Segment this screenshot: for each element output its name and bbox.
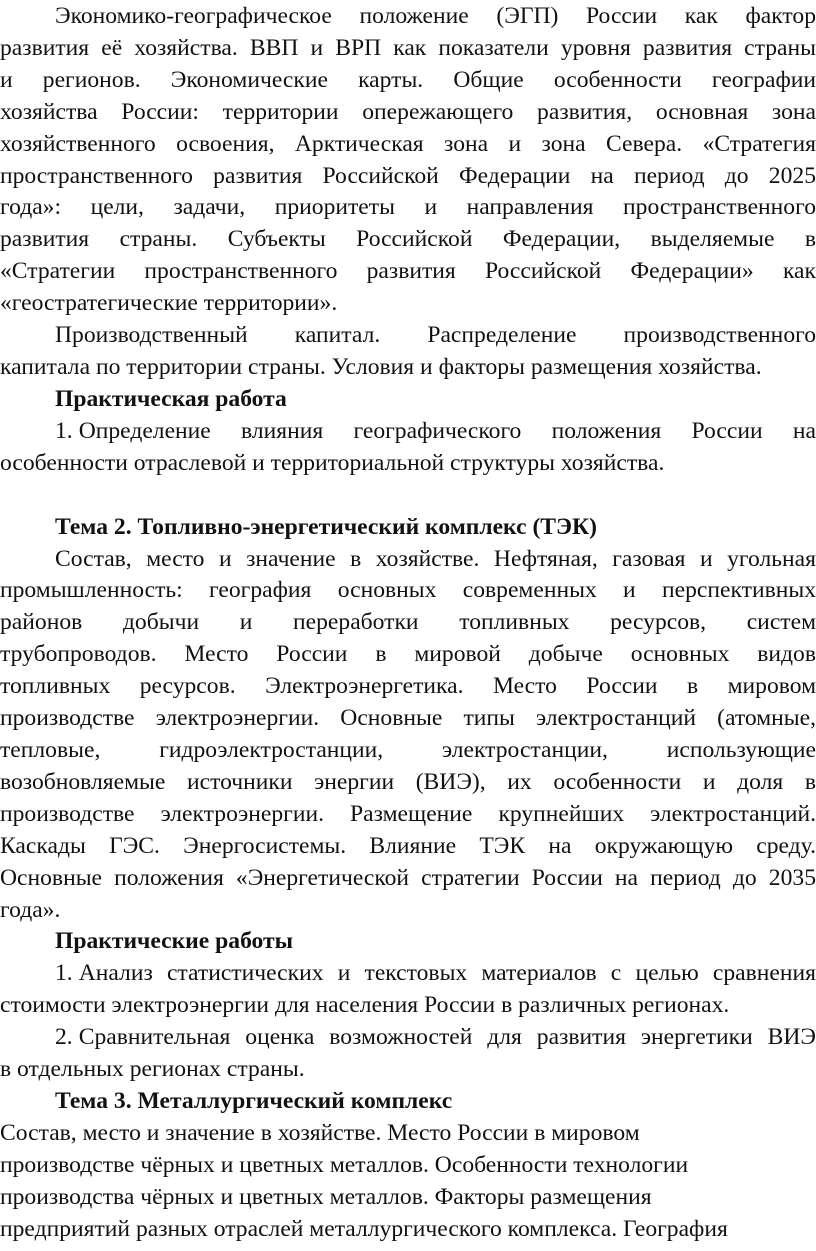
text-line: Состав, место и значение в хозяйстве. Нефтяная, газовая и угольная [55,545,816,572]
text-line: трубопроводов. Место России в мировой добыче основных видов [0,641,816,668]
text-line: года». [0,896,61,923]
practice-item [55,957,816,989]
list-number: 1. [55,417,73,444]
text-line: развития страны. Субъекты Российской Федерации, выделяемые в [0,226,816,253]
text-line: хозяйственного освоения, Арктическая зона и зона Севера. «Стратегия [0,130,816,157]
text-line: промышленность: география основных современных и перспективных [0,577,816,604]
text-line: Основные положения «Энергетической стратегии России на период до 2035 [0,864,816,891]
text-line: «Стратегии пространственного развития Российской Федерации» как [0,258,816,285]
topic-2-heading: Тема 2. Топливно-энергетический комплекс (ТЭК) [55,513,597,540]
text-line: и регионов. Экономические карты. Общие особенности географии [0,66,816,93]
practice-item [55,415,816,447]
text-line: года»: цели, задачи, приоритеты и направления пространственного [0,194,816,221]
text-line: Производственный капитал. Распределение производственного [55,322,816,349]
list-number: 2. [55,1024,73,1051]
text-line: производства чёрных и цветных металлов. Факторы размещения [0,1183,652,1210]
text-line: топливных ресурсов. Электроэнергетика. Место России в мировом [0,673,816,700]
practice-item [55,1021,816,1053]
text-line: предприятий разных отраслей металлургического комплекса. География [0,1215,728,1242]
text-line: возобновляемые источники энергии (ВИЭ), их особенности и доля в [0,768,816,795]
list-number: 1. [55,960,73,987]
text-line: тепловые, гидроэлектростанции, электростанции, использующие [0,737,816,763]
text-line: особенности отраслевой и территориальной структуры хозяйства. [0,449,665,476]
text-line: капитала по территории страны. Условия и факторы размещения хозяйства. [0,354,762,381]
text-line: Состав, место и значение в хозяйстве. Место России в мировом [0,1119,640,1146]
list-item-text: Определение влияния географического положения России на [78,417,816,444]
text-line: производстве электроэнергии. Основные типы электростанций (атомные, [0,705,816,732]
text-line: пространственного развития Российской Федерации на период до 2025 [0,162,816,189]
practice-heading: Практические работы [55,928,294,955]
text-line: Каскады ГЭС. Энергосистемы. Влияние ТЭК на окружающую среду. [0,832,816,859]
text-line: Экономико-географическое положение (ЭГП) России как фактор [55,3,816,29]
text-line: «геостратегические территории». [0,290,338,317]
text-line: в отдельных регионах страны. [0,1056,305,1083]
topic-3-heading: Тема 3. Металлургический комплекс [55,1088,453,1115]
text-line: производстве чёрных и цветных металлов. Особенности технологии [0,1151,689,1178]
text-line: хозяйства России: территории опережающего развития, основная зона [0,98,816,125]
text-line: производстве электроэнергии. Размещение крупнейших электростанций. [0,800,816,827]
text-line: районов добычи и переработки топливных ресурсов, систем [0,609,816,636]
text-line: развития её хозяйства. ВВП и ВРП как показатели уровня развития страны [0,34,816,61]
list-item-text: Анализ статистических и текстовых материалов с целью сравнения [78,960,816,987]
text-line: стоимости электроэнергии для населения России в различных регионах. [0,992,730,1019]
practice-heading: Практическая работа [55,385,287,412]
list-item-text: Сравнительная оценка возможностей для развития энергетики ВИЭ [78,1024,816,1051]
